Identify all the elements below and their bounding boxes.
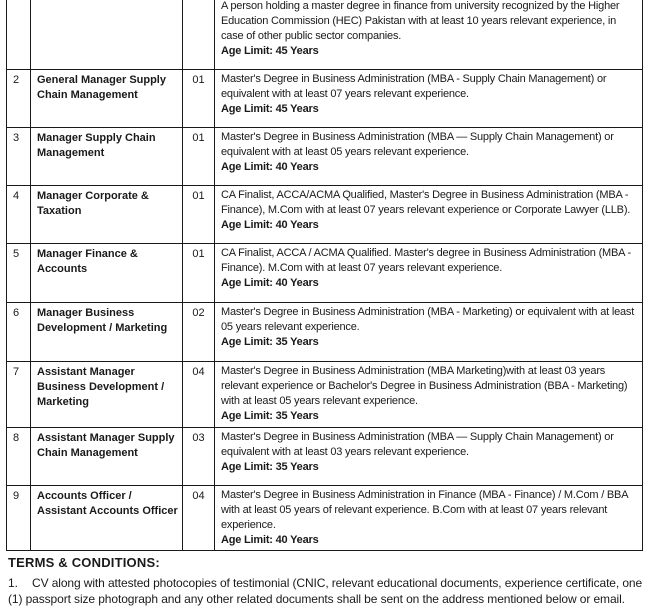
position-requirements	[215, 244, 643, 303]
position-requirements	[215, 303, 643, 362]
position-count: 01	[183, 186, 215, 244]
positions-table	[6, 0, 643, 551]
position-title: General Manager Supply Chain Management	[31, 70, 183, 128]
table-row	[7, 244, 643, 303]
requirements-text: Master's Degree in Business Administration in Finance (MBA - Finance) / M.Com / BBA with at least 05 years of relevant experience. B.Com with at least 07 years relevant experience.	[221, 489, 628, 531]
terms-item	[8, 575, 644, 607]
position-count: 01	[183, 244, 215, 303]
row-number: 7	[7, 362, 31, 428]
position-title: Manager Business Development / Marketing	[31, 303, 183, 362]
age-limit: Age Limit: 35 Years	[221, 336, 319, 348]
row-number: 8	[7, 428, 31, 486]
requirements-text: Master's Degree in Business Administration (MBA - Marketing) or equivalent with at least 05 years relevant experience.	[221, 306, 635, 333]
terms-heading: TERMS & CONDITIONS:	[8, 555, 160, 570]
position-count: 01	[183, 70, 215, 128]
position-count	[183, 0, 215, 70]
position-requirements	[215, 486, 643, 551]
requirements-text: A person holding a master degree in finance from university recognized by the Higher Education Commission (HEC) Pakistan with at least 10 years relevant experience, in case of other public sector companies.	[221, 0, 620, 42]
position-requirements	[215, 362, 643, 428]
table-row	[7, 128, 643, 186]
row-number: 5	[7, 244, 31, 303]
position-title: Assistant Manager Business Development / Marketing	[31, 362, 183, 428]
requirements-text: Master's Degree in Business Administration (MBA - Supply Chain Management) or equivalent with at least 07 years relevant experience.	[221, 73, 607, 100]
age-limit: Age Limit: 40 Years	[221, 219, 319, 231]
position-requirements	[215, 186, 643, 244]
positions-table-body	[7, 0, 643, 551]
row-number: 4	[7, 186, 31, 244]
requirements-text: Master's Degree in Business Administration (MBA — Supply Chain Management) or equivalent with at least 03 years relevant experience.	[221, 431, 614, 458]
age-limit: Age Limit: 35 Years	[221, 410, 319, 422]
table-row	[7, 186, 643, 244]
age-limit: Age Limit: 40 Years	[221, 161, 319, 173]
position-count: 04	[183, 362, 215, 428]
age-limit: Age Limit: 35 Years	[221, 461, 319, 473]
position-count: 02	[183, 303, 215, 362]
table-row	[7, 303, 643, 362]
table-row	[7, 428, 643, 486]
position-requirements	[215, 0, 643, 70]
table-row	[7, 486, 643, 551]
requirements-text: CA Finalist, ACCA / ACMA Qualified. Master's degree in Business Administration (MBA - Finance). M.Com with at least 07 years relevant experience.	[221, 247, 631, 274]
table-row	[7, 70, 643, 128]
requirements-text: Master's Degree in Business Administration (MBA — Supply Chain Management) or equivalent with at least 05 years relevant experience.	[221, 131, 614, 158]
requirements-text: Master's Degree in Business Administration (MBA Marketing)with at least 03 years relevant experience or Bachelor's Degree in Business Administration (BBA - Marketing) with at least 05 years relevant experience.	[221, 365, 628, 407]
terms-item-text: CV along with attested photocopies of testimonial (CNIC, relevant educational documents, experience certificate, one (1) passport size photograph and any other related documents shall be sent on the address mentioned below or email.	[8, 576, 643, 606]
age-limit: Age Limit: 45 Years	[221, 45, 319, 57]
age-limit: Age Limit: 40 Years	[221, 277, 319, 289]
position-title: Manager Corporate & Taxation	[31, 186, 183, 244]
row-number: 2	[7, 70, 31, 128]
position-requirements	[215, 428, 643, 486]
requirements-text: CA Finalist, ACCA/ACMA Qualified, Master's Degree in Business Administration (MBA - Finance), M.Com with at least 07 years relevant experience or Corporate Lawyer (LLB).	[221, 189, 631, 216]
position-title: Manager Finance & Accounts	[31, 244, 183, 303]
terms-item-number: 1.	[8, 576, 18, 590]
row-number	[7, 0, 31, 70]
position-count: 01	[183, 128, 215, 186]
position-title: Accounts Officer / Assistant Accounts Officer	[31, 486, 183, 551]
table-row	[7, 362, 643, 428]
age-limit: Age Limit: 40 Years	[221, 534, 319, 546]
position-requirements	[215, 128, 643, 186]
position-title	[31, 0, 183, 70]
table-row	[7, 0, 643, 70]
position-count: 03	[183, 428, 215, 486]
position-requirements	[215, 70, 643, 128]
row-number: 3	[7, 128, 31, 186]
age-limit: Age Limit: 45 Years	[221, 103, 319, 115]
row-number: 9	[7, 486, 31, 551]
position-count: 04	[183, 486, 215, 551]
position-title: Assistant Manager Supply Chain Management	[31, 428, 183, 486]
position-title: Manager Supply Chain Management	[31, 128, 183, 186]
row-number: 6	[7, 303, 31, 362]
